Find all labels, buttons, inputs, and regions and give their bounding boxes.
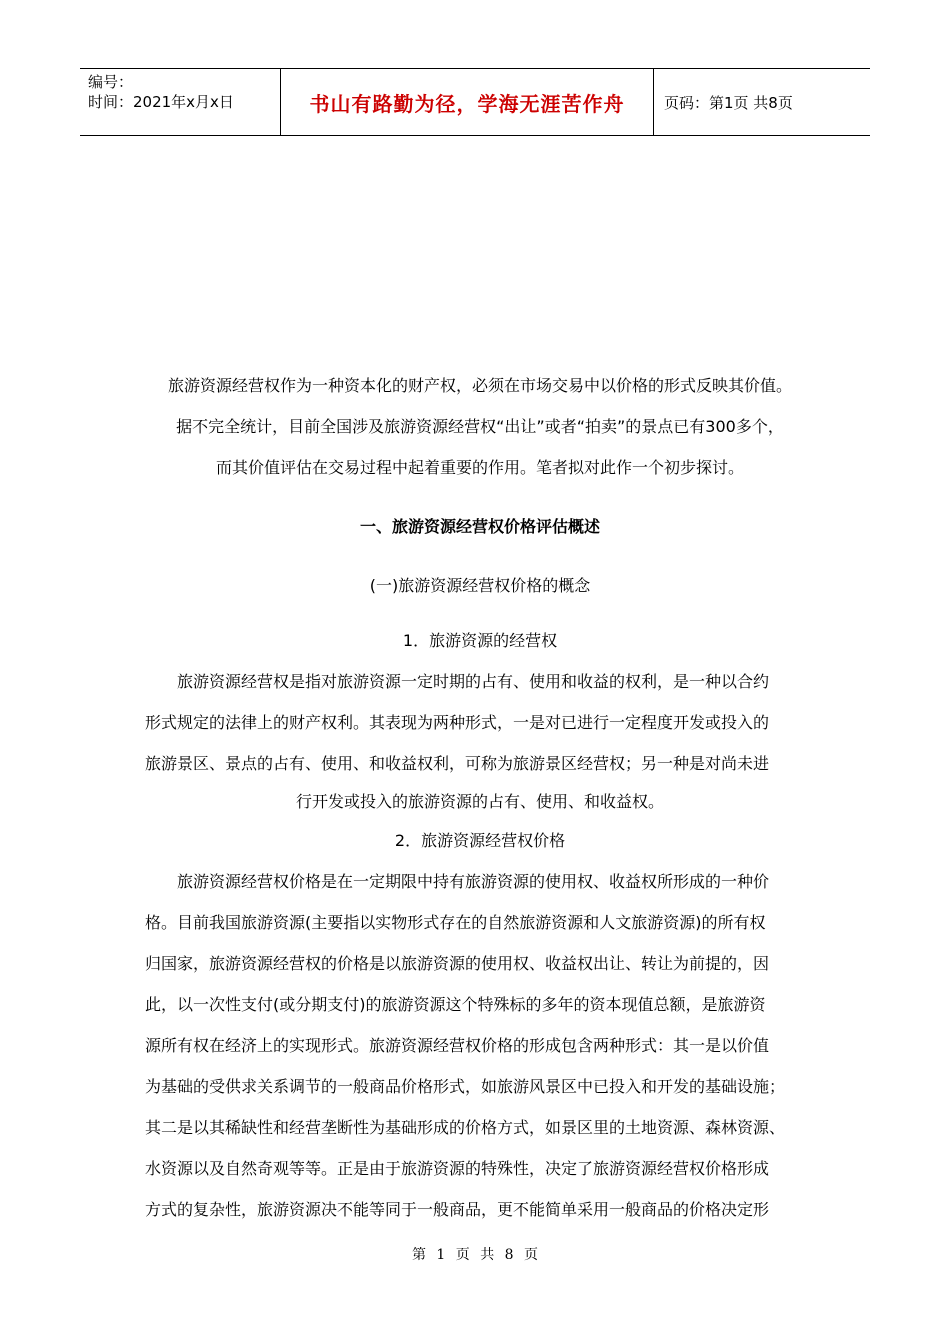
paragraph-line: 格。目前我国旅游资源(主要指以实物形式存在的自然旅游资源和人文旅游资源)的所有权 xyxy=(145,913,766,932)
header-motto-cell xyxy=(281,69,654,135)
item-2-title: 2．旅游资源经营权价格 xyxy=(394,831,566,850)
paragraph-line: 源所有权在经济上的实现形式。旅游资源经营权价格的形成包含两种形式：其一是以价值 xyxy=(145,1036,770,1055)
section-1-title: 一、旅游资源经营权价格评估概述 xyxy=(359,517,600,536)
document-body xyxy=(145,365,815,1230)
paragraph-line: 形式规定的法律上的财产权利。其表现为两种形式，一是对已进行一定程度开发或投入的 xyxy=(145,713,770,732)
paragraph-line: 归国家，旅游资源经营权的价格是以旅游资源的使用权、收益权出让、转让为前提的，因 xyxy=(145,954,770,973)
page-info: 页码：第1页 共8页 xyxy=(664,93,793,112)
number-label: 编号： xyxy=(88,73,134,91)
item-1-title: 1．旅游资源的经营权 xyxy=(402,631,558,650)
page-footer: 第 1 页 共 8 页 xyxy=(411,1247,539,1263)
intro-line-1: 旅游资源经营权作为一种资本化的财产权，必须在市场交易中以价格的形式反映其价值。 xyxy=(167,376,792,395)
motto-text: 书山有路勤为径，学海无涯苦作舟 xyxy=(309,91,625,116)
paragraph-line: 行开发或投入的旅游资源的占有、使用、和收益权。 xyxy=(295,792,664,811)
paragraph-line: 水资源以及自然奇观等等。正是由于旅游资源的特殊性，决定了旅游资源经营权价格形成 xyxy=(145,1159,770,1178)
intro-line-3: 而其价值评估在交易过程中起着重要的作用。笔者拟对此作一个初步探讨。 xyxy=(215,458,744,477)
paragraph-line: 方式的复杂性，旅游资源决不能等同于一般商品，更不能简单采用一般商品的价格决定形 xyxy=(145,1200,770,1219)
paragraph-line: 旅游资源经营权价格是在一定期限中持有旅游资源的使用权、收益权所形成的一种价 xyxy=(177,872,770,891)
header-meta-cell xyxy=(80,69,281,135)
paragraph-line: 此，以一次性支付(或分期支付)的旅游资源这个特殊标的多年的资本现值总额，是旅游资 xyxy=(145,995,766,1014)
document-header xyxy=(80,68,870,136)
header-page-cell xyxy=(654,69,870,135)
paragraph-line: 旅游资源经营权是指对旅游资源一定时期的占有、使用和收益的权利，是一种以合约 xyxy=(177,672,770,691)
paragraph-line: 为基础的受供求关系调节的一般商品价格形式，如旅游风景区中已投入和开发的基础设施； xyxy=(145,1077,786,1096)
subsection-1-title: (一)旅游资源经营权价格的概念 xyxy=(369,576,591,595)
paragraph-line: 其二是以其稀缺性和经营垄断性为基础形成的价格方式，如景区里的土地资源、森林资源、 xyxy=(145,1118,786,1137)
intro-line-2: 据不完全统计，目前全国涉及旅游资源经营权“出让”或者“拍卖”的景点已有300多个， xyxy=(176,417,784,436)
date-label: 时间：2021年x月x日 xyxy=(88,93,234,111)
paragraph-line: 旅游景区、景点的占有、使用、和收益权利，可称为旅游景区经营权；另一种是对尚未进 xyxy=(145,754,770,773)
